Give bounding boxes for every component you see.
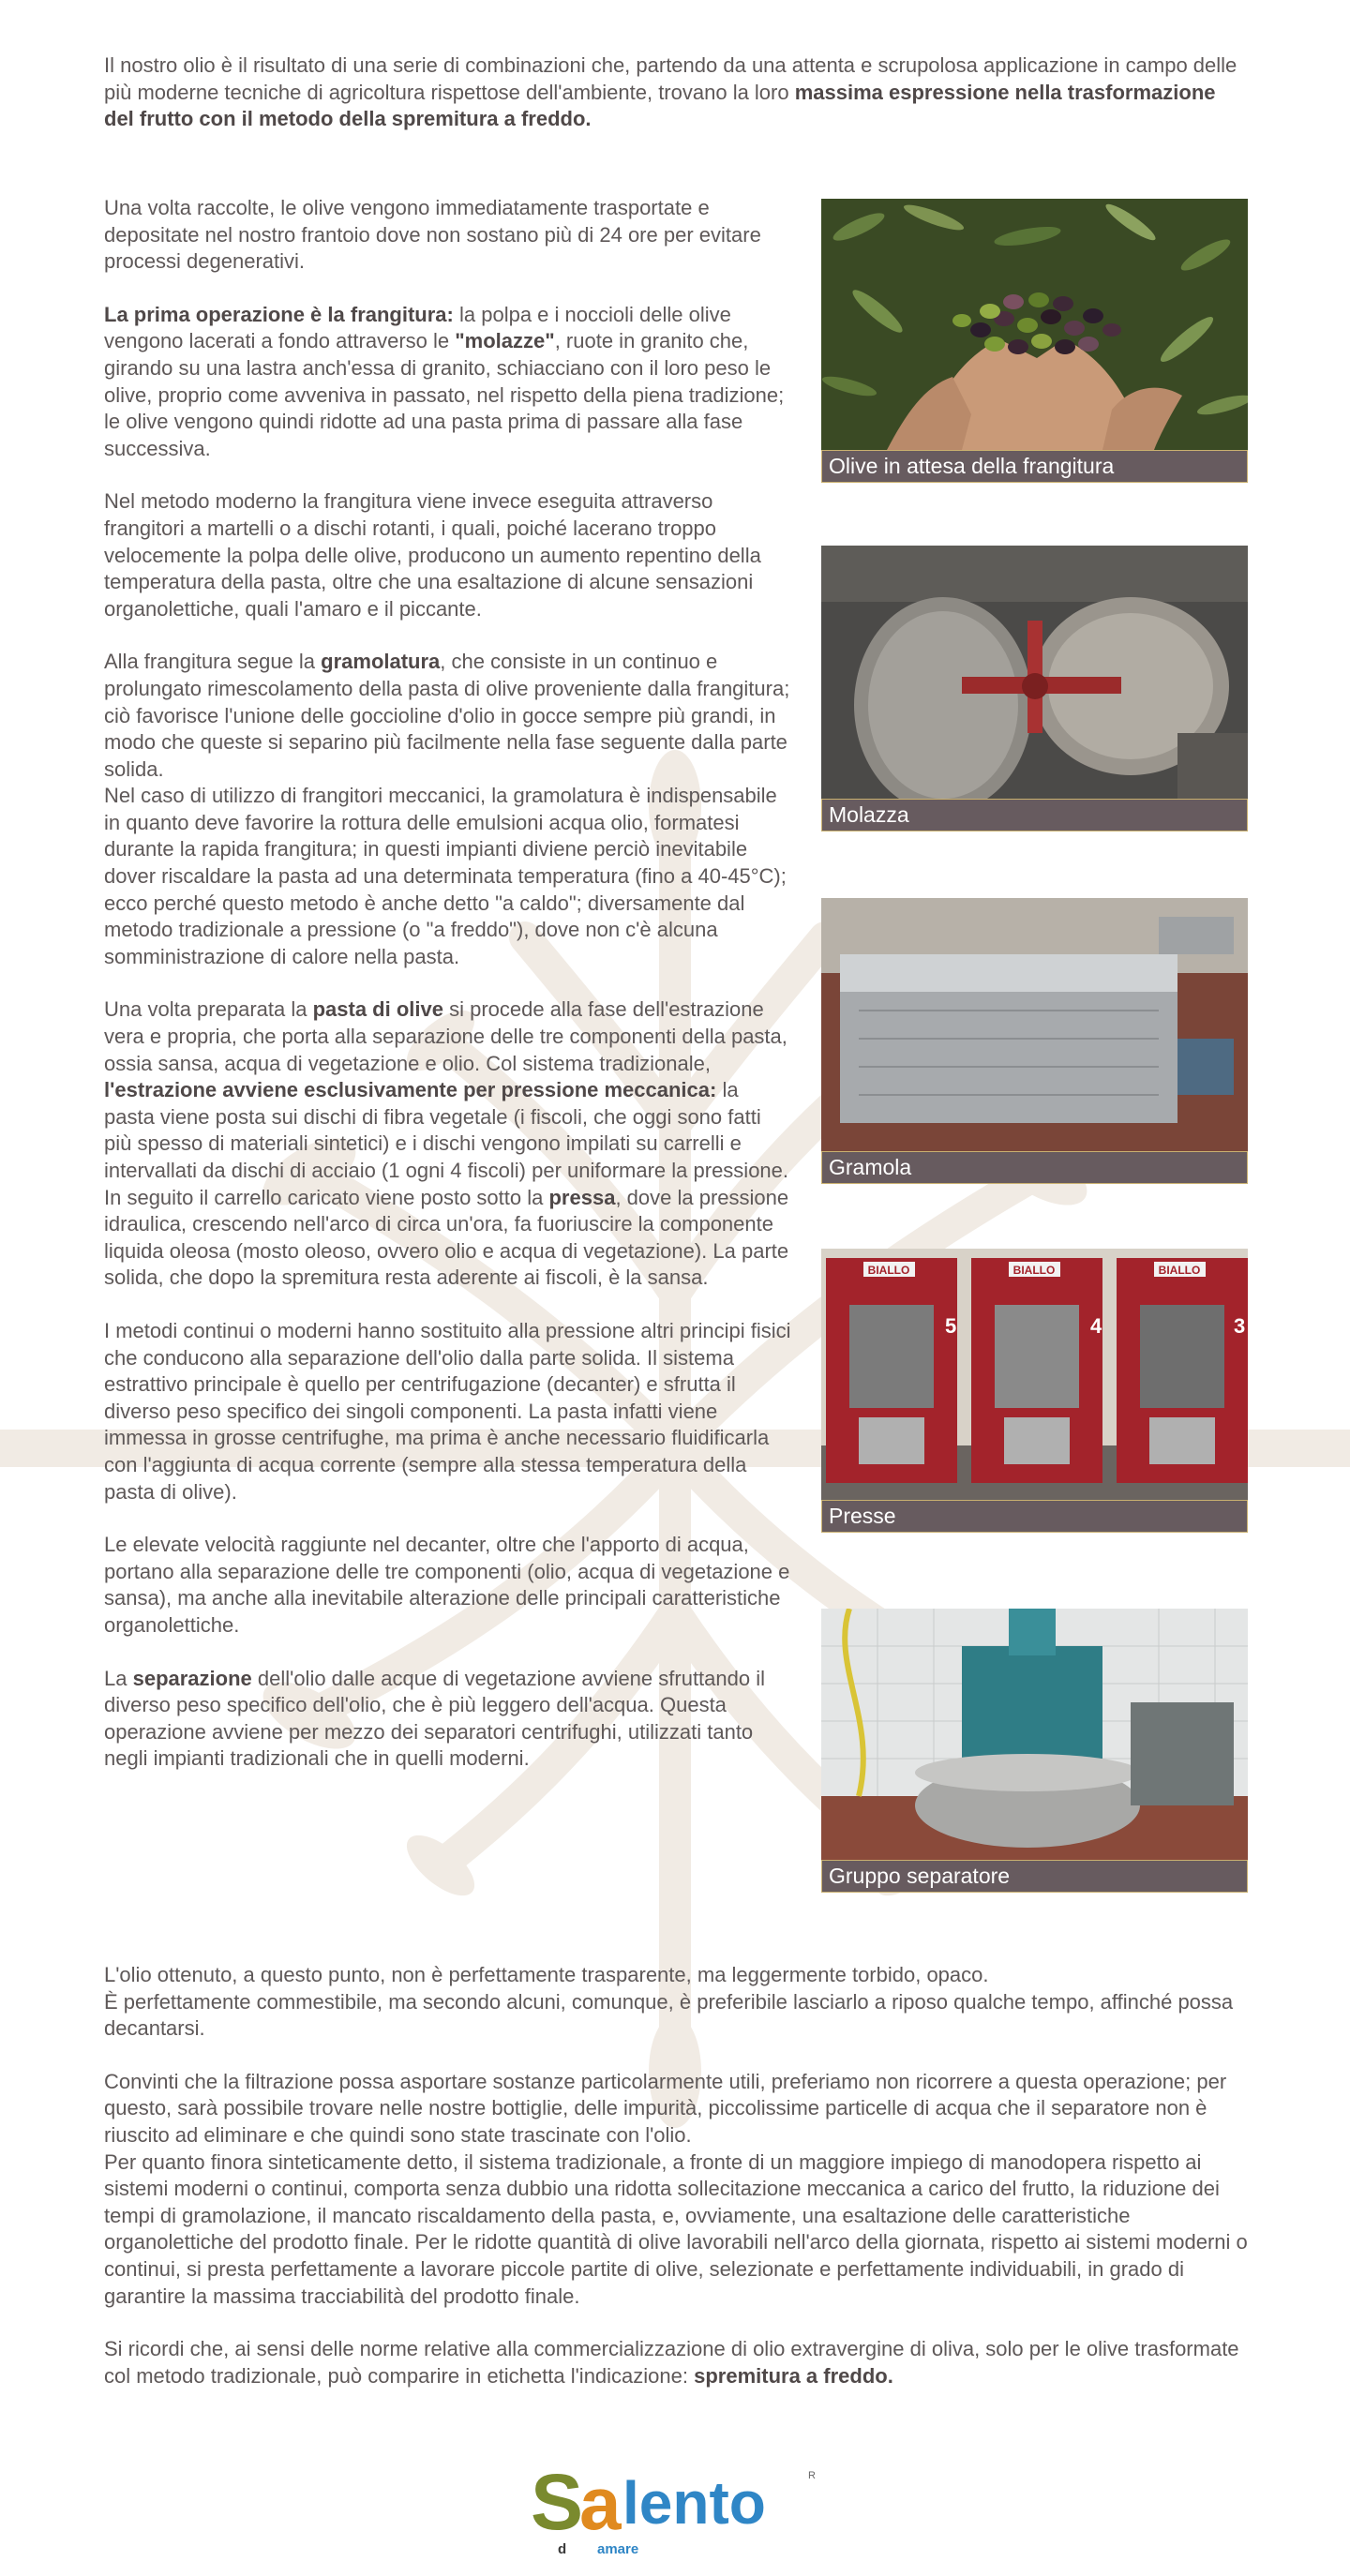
p7-text: Le elevate velocità raggiunte nel decanter, oltre che l'apporto di acqua, portano alla separazione delle tre componenti (olio, acqua di vegetazione e sansa), ma anche alla inevitabile alterazione delle principali caratteristiche organolettiche. [104,1533,790,1637]
paragraph-separazione [104,1666,793,1773]
p5-text-d: In seguito il carrello caricato viene posto sotto la [104,1185,549,1209]
logo-letter-a: a [579,2462,622,2545]
b2-text-b: Per quanto finora sinteticamente detto, il sistema tradizionale, a fronte di un maggiore impiego di manodopera rispetto ai sistemi moderni o continui, comporta senza dubbio una ridotta sollecitazione meccanica a carico del frutto, la riduzione dei tempi di gramolazione, il mancato riscaldamento della pasta, e, ovviamente, una esaltazione delle caratteristiche organolettiche del prodotto finale. Per le ridotte quantità di olive lavorabili nell'arco della giornata, rispetto ai sistemi moderni o continui, si presta perfettamente a lavorare piccole partite di olive, selezionate e perfettamente individuabili, in grado di garantire la massima tracciabilità del prodotto finale. [104,2149,1248,2308]
olives-photo [821,199,1248,450]
press-brand-2: BIALLO [1012,1264,1056,1277]
paragraph-frangitura [104,302,793,463]
paragraph-olio-ottenuto [104,1962,1250,2043]
process-description [104,195,793,1799]
presse-photo [821,1249,1248,1500]
p4-text-c: Nel caso di utilizzo di frangitori meccanici, la gramolatura è indispensabile in quanto deve favorire la rottura delle emulsioni acqua olio, formatesi durante la rapida frangitura; in questi impianti diviene perciò inevitabile dover riscaldare la pasta ad una determinata temperatura (fino a 40-45°C); ecco perché questo metodo è anche detto "a caldo"; diversamente dal metodo tradizionale a pressione (o "a freddo"), dove non c'è alcuna somministrazione di calore nella pasta. [104,784,787,968]
paragraph-estrazione [104,996,793,1292]
figure-separatore [821,1609,1248,1893]
press-brand-3: BIALLO [1158,1264,1201,1277]
paragraph-modern-frangitura [104,488,793,622]
salento-logo [525,2456,834,2559]
b3-text-a: Si ricordi che, ai sensi delle norme relative alla commercializzazione di olio extravergine di oliva, solo per le olive trasformate col metodo tradizionale, può comparire in etichetta l'indicazione: [104,2337,1239,2388]
paragraph-etichetta [104,2336,1250,2389]
paragraph-continuous-methods [104,1318,793,1505]
figure-gramola [821,898,1248,1184]
p3-text: Nel metodo moderno la frangitura viene invece eseguita attraverso frangitori a martelli o a dischi rotanti, i quali, poiché lacerano troppo velocemente la polpa delle olive, producono un aumento repentino della temperatura della pasta, oltre che una esaltazione di alcune sensazioni organolettiche, quali l'amaro e il piccante. [104,489,761,621]
logo-sub-amare: amare [597,2541,639,2557]
p8-bold: separazione [132,1666,252,1690]
p2-bold: La prima operazione è la frangitura: [104,302,454,326]
press-number-5: 5 [945,1314,957,1338]
logo-registered-mark: R [808,2470,816,2481]
press-number-3: 3 [1234,1314,1246,1338]
logo-letter-s: S [531,2458,584,2546]
b2-text-a: Convinti che la filtrazione possa asportare sostanze particolarmente utili, preferiamo non ricorrere a questa operazione; per questo, sarà possibile trovare nelle nostre bottiglie, delle impurità, piccolissime particelle di acqua che il separatore non è riuscito ad eliminare e che quindi sono state trascinate con l'olio. [104,2069,1227,2147]
p5-bold-3: pressa [548,1185,616,1209]
figure-caption-molazza: Molazza [821,799,1248,831]
intro-text: Il nostro olio è il risultato di una serie di combinazioni che, partendo da una attenta e scrupolosa applicazione in campo delle più moderne tecniche di agricoltura rispettose dell'ambiente, trovano la loro [104,53,1238,104]
p2-text-a: la polpa e i noccioli delle olive vengono lacerati a fondo attraverso le [104,302,731,353]
p5-text-b: si procede alla fase dell'estrazione vera e propria, che porta alla separazione delle tre componenti della pasta, ossia sansa, acqua di vegetazione e olio. Col sistema tradizionale, [104,997,788,1075]
press-number-4: 4 [1090,1314,1102,1338]
paragraph-filtrazione [104,2069,1250,2310]
p5-bold-1: pasta di olive [312,997,443,1022]
gramola-photo [821,898,1248,1151]
p4-text-b: , che consiste in un continuo e prolungato rimescolamento della pasta di olive proveniente dalla frangitura; ciò favorisce l'unione delle goccioline d'olio in gocce sempre più grandi, in modo che queste si separino più facilmente nella fase seguente dalla parte solida. [104,650,790,781]
p1-text: Una volta raccolte, le olive vengono immediatamente trasportate e depositate nel nostro frantoio dove non sostano più di 24 ore per evitare processi degenerativi. [104,196,761,274]
figure-caption-presse: Presse [821,1500,1248,1533]
p6-text: I metodi continui o moderni hanno sostituito alla pressione altri principi fisici che conducono alla separazione dell'olio dalla parte solida. Il sistema estrattivo principale è quello per centrifugazione (decanter) e sfrutta il diverso peso specifico dei singoli componenti. La pasta infatti viene immessa in grosse centrifughe, ma prima è anche necessario fluidificarla con l'aggiunta di acqua corrente (sempre alla stessa temperatura della pasta di olive). [104,1318,791,1504]
press-brand-1: BIALLO [867,1264,910,1277]
figure-molazza [821,546,1248,831]
p8-text-b: dell'olio dalle acque di vegetazione avviene sfruttando il diverso peso specifico dell'olio, che è più leggero dell'acqua. Questa operazione avviene per mezzo dei separatori centrifughi, utilizzati tanto negli impianti tradizionali che in quelli moderni. [104,1666,765,1771]
intro-bold: massima espressione nella trasformazione del frutto con il metodo della spremitura a freddo. [104,80,1216,131]
separatore-photo [821,1609,1248,1860]
intro-paragraph [104,52,1250,133]
p4-text-a: Alla frangitura segue la [104,650,322,674]
b1-text-a: L'olio ottenuto, a questo punto, non è perfettamente trasparente, ma leggermente torbido, opaco. [104,1963,989,1986]
logo-letters-lento: lento [622,2469,766,2537]
figure-olives [821,199,1248,483]
p5-text-e: , dove la pressione idraulica, crescendo nell'arco di circa un'ora, fa fuoriuscire la componente liquida oleosa (mosto oleoso, ovvero olio e acqua di vegetazione). La parte solida, che dopo la spremitura resta aderente ai fiscoli, è la sansa. [104,1185,789,1290]
paragraph-gramolatura [104,649,793,970]
logo-sub-d: d [558,2541,567,2557]
p4-bold: gramolatura [321,650,441,674]
figure-caption-olives: Olive in attesa della frangitura [821,450,1248,483]
p5-text-a: Una volta preparata la [104,997,313,1022]
paragraph-harvest [104,195,793,276]
p8-text-a: La [104,1666,133,1690]
p2-text-b: , ruote in granito che, girando su una lastra anch'essa di granito, schiacciano con il loro peso le olive, proprio come avveniva in passato, nel rispetto della piena tradizione; le olive vengono quindi ridotte ad una pasta prima di passare alla fase successiva. [104,329,785,460]
figure-presse [821,1249,1248,1533]
b3-bold: spremitura a freddo. [694,2363,893,2388]
molazza-photo [821,546,1248,799]
p5-text-c: la pasta viene posta sui dischi di fibra vegetale (i fiscoli, che oggi sono fatti più spesso di materiali sintetici) e i dischi vengono impilati su carrelli e intervallati da dischi di acciaio (1 ogni 4 fiscoli) per uniformare la pressione. [104,1078,789,1182]
p2-quote: "molazze" [455,329,555,353]
conclusion [104,1962,1250,2416]
figure-caption-gramola: Gramola [821,1151,1248,1184]
paragraph-decanter [104,1532,793,1639]
figure-caption-separatore: Gruppo separatore [821,1860,1248,1893]
b1-text-b: È perfettamente commestibile, ma secondo alcuni, comunque, è preferibile lasciarlo a riposo qualche tempo, affinché possa decantarsi. [104,1989,1234,2041]
p5-bold-2: l'estrazione avviene esclusivamente per pressione meccanica: [104,1078,717,1102]
